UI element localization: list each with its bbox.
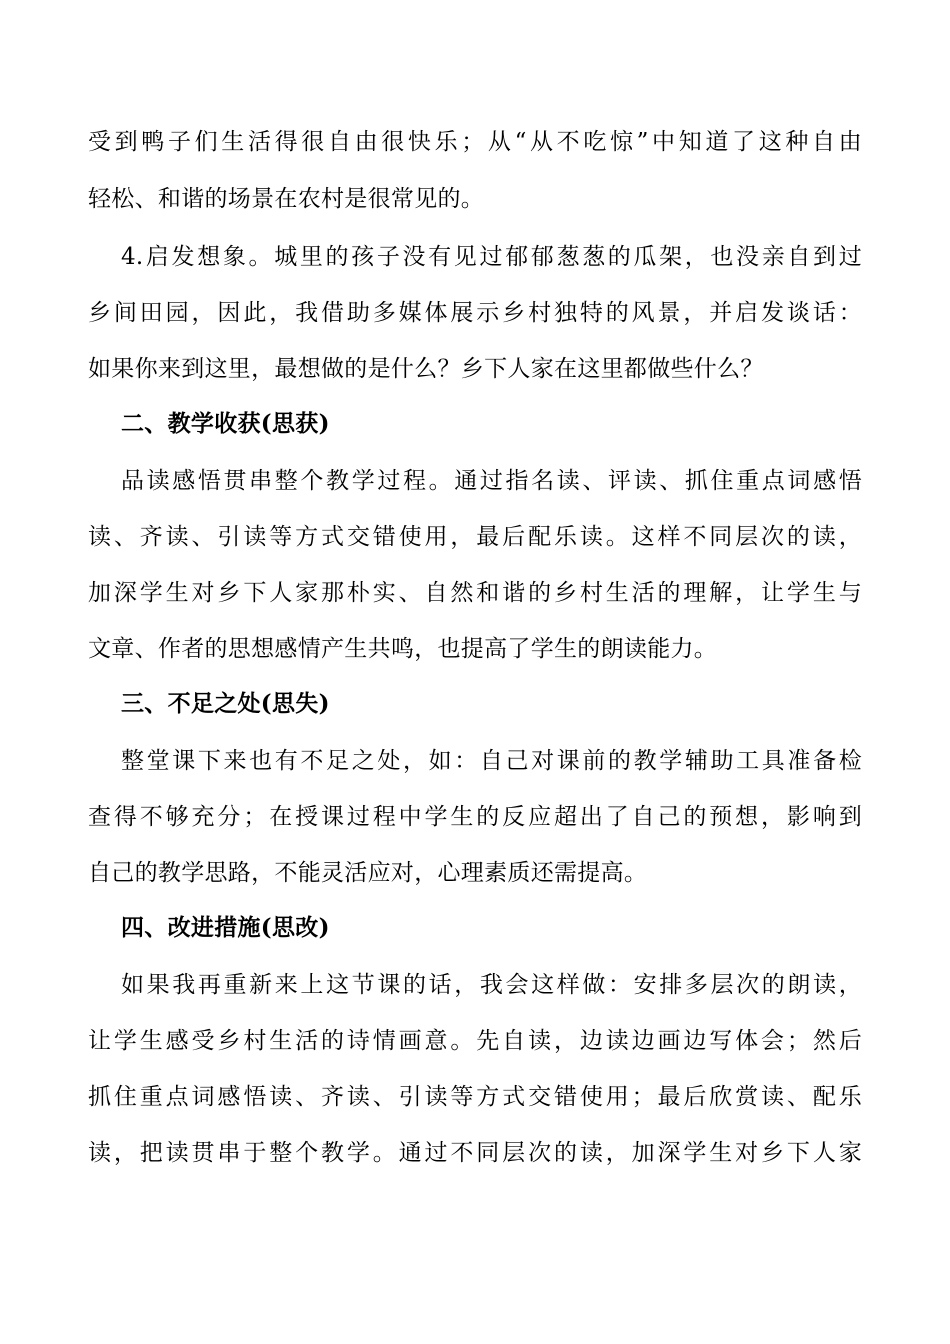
paragraph-line: 查得不够充分；在授课过程中学生的反应超出了自己的预想，影响到 <box>88 804 862 830</box>
paragraph-line: 抓住重点词感悟读、齐读、引读等方式交错使用；最后欣赏读、配乐 <box>88 1084 862 1110</box>
paragraph-line: 如果我再重新来上这节课的话，我会这样做：安排多层次的朗读， <box>121 972 862 998</box>
section-heading: 四、改进措施(思改) <box>121 914 330 941</box>
section-heading: 三、不足之处(思失) <box>121 690 330 717</box>
paragraph-line: 品读感悟贯串整个教学过程。通过指名读、评读、抓住重点词感悟 <box>121 468 862 494</box>
paragraph-line: 轻松、和谐的场景在农村是很常见的。 <box>88 186 485 212</box>
paragraph-line: 加深学生对乡下人家那朴实、自然和谐的乡村生活的理解，让学生与 <box>88 580 862 606</box>
paragraph-line: 读、齐读、引读等方式交错使用，最后配乐读。这样不同层次的读， <box>88 524 862 550</box>
paragraph-line: 读，把读贯串于整个教学。通过不同层次的读，加深学生对乡下人家 <box>88 1140 862 1166</box>
paragraph-line: 受到鸭子们生活得很自由很快乐；从“从不吃惊”中知道了这种自由 <box>88 129 862 155</box>
paragraph-line: 4.启发想象。城里的孩子没有见过郁郁葱葱的瓜架，也没亲自到过 <box>121 244 862 270</box>
paragraph-line: 让学生感受乡村生活的诗情画意。先自读，边读边画边写体会；然后 <box>88 1028 862 1054</box>
paragraph-line: 文章、作者的思想感情产生共鸣，也提高了学生的朗读能力。 <box>88 636 718 662</box>
paragraph-line: 如果你来到这里，最想做的是什么？乡下人家在这里都做些什么？ <box>88 356 764 382</box>
paragraph-line: 整堂课下来也有不足之处，如：自己对课前的教学辅助工具准备检 <box>121 748 862 774</box>
paragraph-line: 乡间田园，因此，我借助多媒体展示乡村独特的风景，并启发谈话： <box>88 300 862 326</box>
paragraph-line: 自己的教学思路，不能灵活应对，心理素质还需提高。 <box>88 860 648 886</box>
section-heading: 二、教学收获(思获) <box>121 410 330 437</box>
